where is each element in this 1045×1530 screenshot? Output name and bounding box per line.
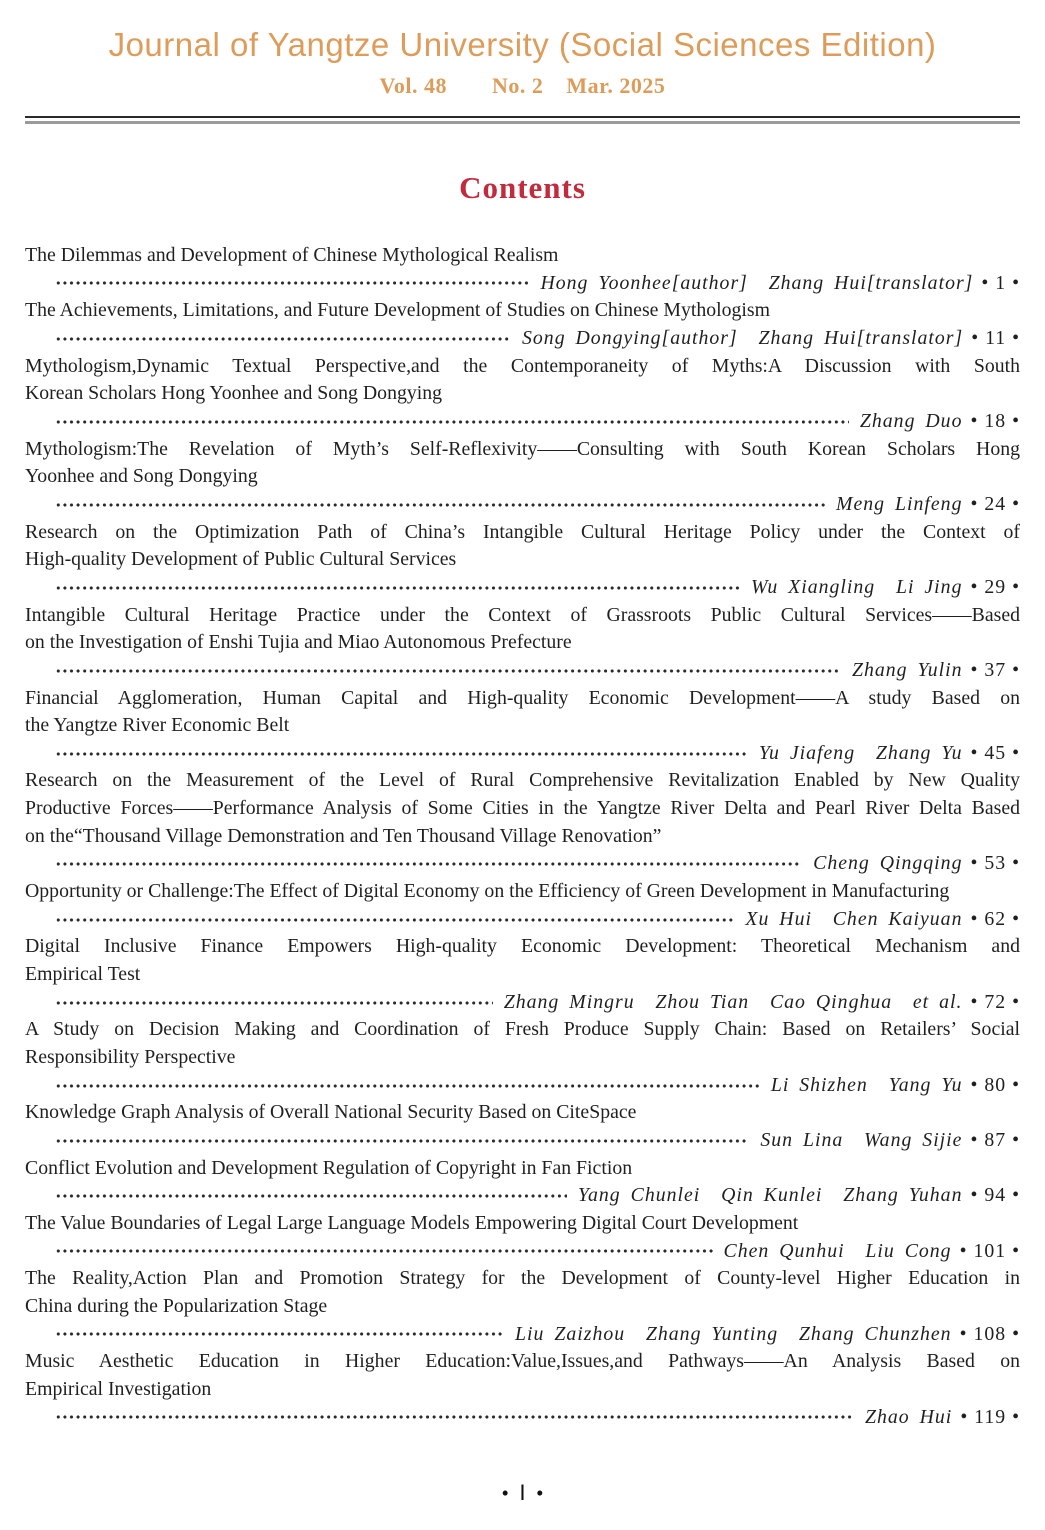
entry-authors: Song Dongying[author] Zhang Hui[translator] [522,326,964,349]
entry-byline [25,906,1020,934]
dot-leader-icon [55,1411,854,1423]
entry-byline [25,850,1020,878]
entry-byline [25,574,1020,602]
entry-page: • 37 • [970,658,1020,681]
entry-byline [25,408,1020,436]
entry-authors: Xu Hui Chen Kaiyuan [745,907,963,930]
title-line: Opportunity or Challenge:The Effect of Digital Economy on the Efficiency of Green Development in Manufacturing [25,880,950,903]
toc-entry [25,933,1020,1016]
toc-entry [25,602,1020,685]
dot-leader-icon [55,1245,713,1257]
issue-line: Vol. 48 No. 2 Mar. 2025 [379,73,666,98]
toc-entry [25,767,1020,878]
entry-page: • 72 • [970,990,1020,1013]
dot-leader-icon [55,914,734,926]
toc-entry [25,1210,1020,1265]
dot-leader-icon [55,665,841,677]
entry-page: • 108 • [959,1322,1020,1345]
entry-byline [25,325,1020,353]
entry-byline [25,1321,1020,1349]
entry-byline [25,1127,1020,1155]
dot-leader-icon [55,858,802,870]
entry-title [25,1155,1020,1183]
title-line: Conflict Evolution and Development Regulation of Copyright in Fan Fiction [25,1156,633,1179]
entry-title [25,1099,1020,1127]
entry-authors: Hong Yoonhee[author] Zhang Hui[translator] [540,271,974,294]
toc-entry [25,242,1020,297]
title-line: The Achievements, Limitations, and Future Development of Studies on Chinese Mythologism [25,299,770,322]
entry-authors: Cheng Qingqing [813,852,963,875]
toc-entry [25,1348,1020,1431]
entry-page: • 87 • [970,1129,1020,1151]
entry-byline [25,1072,1020,1100]
entry-title [25,878,1020,906]
dot-leader-icon [55,748,748,760]
title-line: the Yangtze River Economic Belt [25,714,290,737]
entry-authors: Zhang Duo [859,409,963,432]
entry-byline [25,1404,1020,1432]
entry-authors: Yang Chunlei Qin Kunlei Zhang Yuhan [577,1184,963,1207]
entry-page: • 62 • [970,907,1020,930]
entry-title [25,1016,1020,1071]
entry-authors: Yu Jiafeng Zhang Yu [758,741,963,764]
dot-leader-icon [55,499,825,511]
journal-title: Journal of Yangtze University (Social Sciences Edition) [108,26,937,63]
entry-title [25,1210,1020,1238]
title-line: The Reality,Action Plan and Promotion Strategy for the Development of County-level Higher Education in [25,1267,1020,1290]
toc-entry [25,1016,1020,1099]
entry-title [25,242,1020,270]
entry-title [25,353,1020,408]
toc-entry [25,1155,1020,1210]
title-line: China during the Popularization Stage [25,1294,328,1317]
entry-byline [25,1182,1020,1210]
title-line: Mythologism:The Revelation of Myth’s Self-Reflexivity——Consulting with South Korean Scholars Hong [25,437,1020,460]
title-line: Yoonhee and Song Dongying [25,465,258,488]
entry-page: • 80 • [970,1073,1020,1096]
dot-leader-icon [55,416,849,428]
entry-authors: Sun Lina Wang Sijie [760,1129,963,1151]
entry-page: • 45 • [970,741,1020,764]
dot-leader-icon [55,997,493,1009]
entry-authors: Meng Linfeng [836,492,963,515]
dot-leader-icon [55,1328,504,1340]
title-line: Productive Forces——Performance Analysis of Some Cities in the Yangtze River Delta and Pearl River Delta Based [25,797,1020,820]
page [25,26,1020,1530]
entry-title [25,602,1020,657]
dot-leader-icon [55,277,529,289]
title-line: Responsibility Perspective [25,1046,236,1069]
entry-title [25,1348,1020,1403]
title-line: Music Aesthetic Education in Higher Education:Value,Issues,and Pathways——An Analysis Based on [25,1350,1020,1373]
title-line: Research on the Measurement of the Level of Rural Comprehensive Revitalization Enabled by New Quality [25,769,1020,792]
dot-leader-icon [55,333,511,345]
page-number: • Ⅰ • [501,1481,544,1505]
title-line: Digital Inclusive Finance Empowers High-quality Economic Development: Theoretical Mechanism and [25,935,1020,958]
dot-leader-icon [55,1190,567,1202]
entry-authors: Liu Zaizhou Zhang Yunting Zhang Chunzhen [515,1322,952,1345]
entry-byline [25,989,1020,1017]
entry-title [25,933,1020,988]
entry-authors: Zhang Yulin [852,658,963,681]
entry-authors: Wu Xiangling Li Jing [750,575,963,598]
entry-page: • 101 • [959,1239,1020,1262]
title-line: Intangible Cultural Heritage Practice under the Context of Grassroots Public Cultural Services——Based [25,603,1020,626]
entry-authors: Zhao Hui [865,1405,953,1428]
entry-title [25,519,1020,574]
entry-title [25,297,1020,325]
entry-byline [25,491,1020,519]
entry-byline [25,1238,1020,1266]
entry-title [25,1265,1020,1320]
dot-leader-icon [55,1080,760,1092]
title-line: on the Investigation of Enshi Tujia and Miao Autonomous Prefecture [25,631,572,654]
title-line: Mythologism,Dynamic Textual Perspective,and the Contemporaneity of Myths:A Discussion with South [25,354,1020,377]
toc-entry [25,519,1020,602]
toc-entry [25,297,1020,352]
rule-top-line [25,116,1020,118]
toc-entry [25,878,1020,933]
title-line: Research on the Optimization Path of China’s Intangible Cultural Heritage Policy under the Context of [25,520,1020,543]
title-line: Empirical Investigation [25,1377,212,1400]
entry-page: • 24 • [970,492,1020,515]
toc-entry [25,1099,1020,1154]
entry-authors: Li Shizhen Yang Yu [770,1073,963,1096]
entry-authors: Zhang Mingru Zhou Tian Cao Qinghua et al. [503,990,963,1013]
entry-byline [25,657,1020,685]
toc-entry [25,1265,1020,1348]
entry-page: • 1 • [981,271,1020,294]
title-line: High-quality Development of Public Cultural Services [25,548,457,571]
title-line: Financial Agglomeration, Human Capital and High-quality Economic Development——A study Based on [25,686,1020,709]
journal-header [25,26,1020,124]
entry-byline [25,740,1020,768]
title-line: Knowledge Graph Analysis of Overall National Security Based on CiteSpace [25,1101,637,1124]
entry-page: • 94 • [970,1184,1020,1207]
entry-page: • 29 • [970,575,1020,598]
entry-page: • 119 • [960,1405,1020,1428]
double-rule [25,116,1020,124]
toc-entry [25,685,1020,768]
entry-title [25,436,1020,491]
title-line: The Value Boundaries of Legal Large Language Models Empowering Digital Court Development [25,1211,799,1234]
toc-list [25,242,1020,1431]
title-line: A Study on Decision Making and Coordination of Fresh Produce Supply Chain: Based on Retailers’ Social [25,1018,1020,1041]
entry-page: • 11 • [971,326,1020,349]
dot-leader-icon [55,1135,749,1147]
entry-page: • 53 • [970,852,1020,875]
toc-entry [25,436,1020,519]
toc-entry [25,353,1020,436]
entry-title [25,767,1020,850]
rule-bottom-line [25,121,1020,124]
contents-heading: Contents [459,170,586,205]
entry-authors: Chen Qunhui Liu Cong [723,1239,952,1262]
dot-leader-icon [55,582,740,594]
title-line: on the“Thousand Village Demonstration and Ten Thousand Village Renovation” [25,824,662,847]
entry-page: • 18 • [970,409,1020,432]
title-line: Korean Scholars Hong Yoonhee and Song Dongying [25,382,443,405]
title-line: The Dilemmas and Development of Chinese Mythological Realism [25,244,559,266]
entry-byline [25,270,1020,298]
title-line: Empirical Test [25,963,141,986]
entry-title [25,685,1020,740]
